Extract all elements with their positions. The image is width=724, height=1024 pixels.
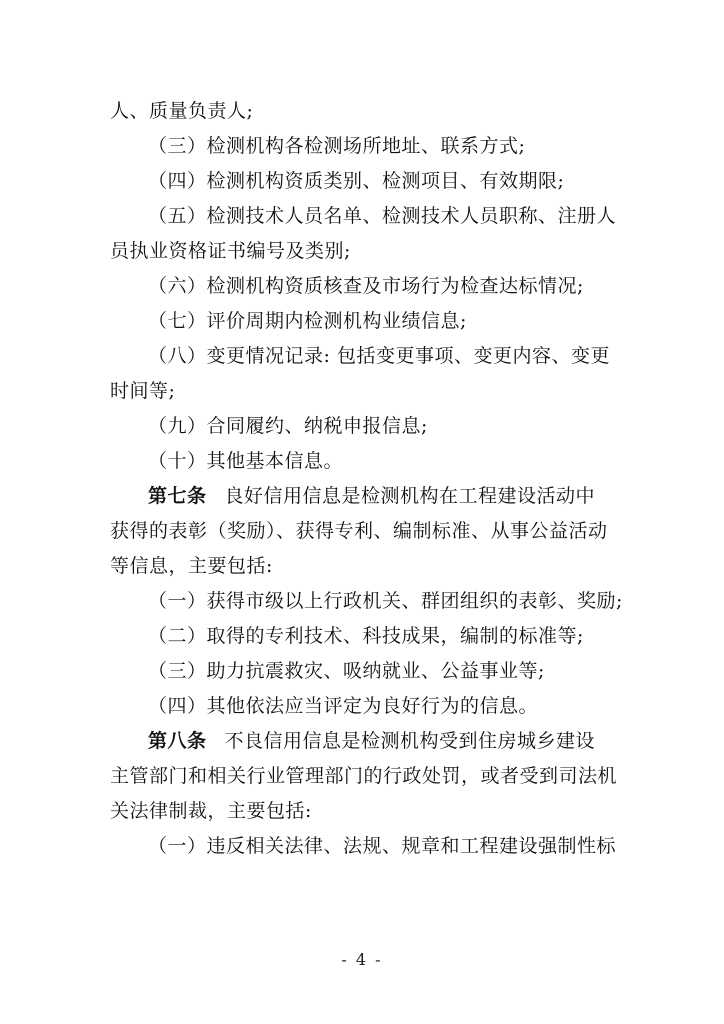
text-line-continuation: 主管部门和相关行业管理部门的行政处罚，或者受到司法机 <box>110 765 618 787</box>
list-item-8: （八）变更情况记录: 包括变更事项、变更内容、变更 <box>148 345 610 367</box>
document-body <box>110 94 623 864</box>
article-8-paragraph <box>110 724 618 759</box>
list-item-1: （一）获得市级以上行政机关、群团组织的表彰、奖励; <box>148 590 623 612</box>
text-line-continuation: 等信息，主要包括: <box>110 555 273 577</box>
list-item-2: （二）取得的专利技术、科技成果，编制的标准等; <box>148 625 584 647</box>
list-item-3: （三）助力抗震救灾、吸纳就业、公益事业等; <box>148 660 545 682</box>
list-item-5: （五）检测技术人员名单、检测技术人员职称、注册人 <box>148 205 617 227</box>
text-line-continuation: 获得的表彰（奖励）、获得专利、编制标准、从事公益活动 <box>110 520 608 542</box>
text-line-1: 人、质量负责人; <box>110 100 254 122</box>
list-item-10: （十）其他基本信息。 <box>148 450 344 472</box>
article-7-heading: 第七条 <box>148 485 207 507</box>
list-item-3: （三）检测机构各检测场所地址、联系方式; <box>148 135 526 157</box>
list-item-1: （一）违反相关法律、法规、规章和工程建设强制性标 <box>148 835 617 857</box>
text-line-continuation: 时间等; <box>110 380 176 402</box>
article-7-text: 良好信用信息是检测机构在工程建设活动中 <box>224 485 596 507</box>
article-8-text: 不良信用信息是检测机构受到住房城乡建设 <box>224 730 596 752</box>
list-item-4: （四）检测机构资质类别、检测项目、有效期限; <box>148 170 565 192</box>
article-7-paragraph <box>110 479 618 514</box>
list-item-4: （四）其他依法应当评定为良好行为的信息。 <box>148 695 539 717</box>
list-item-6: （六）检测机构资质核查及市场行为检查达标情况; <box>148 275 584 297</box>
text-line-continuation: 员执业资格证书编号及类别; <box>110 240 351 262</box>
list-item-7: （七）评价周期内检测机构业绩信息; <box>148 310 467 332</box>
article-8-heading: 第八条 <box>148 730 207 752</box>
text-line-continuation: 关法律制裁，主要包括: <box>110 800 312 822</box>
page-number: - 4 - <box>341 950 383 969</box>
list-item-9: （九）合同履约、纳税申报信息; <box>148 415 428 437</box>
